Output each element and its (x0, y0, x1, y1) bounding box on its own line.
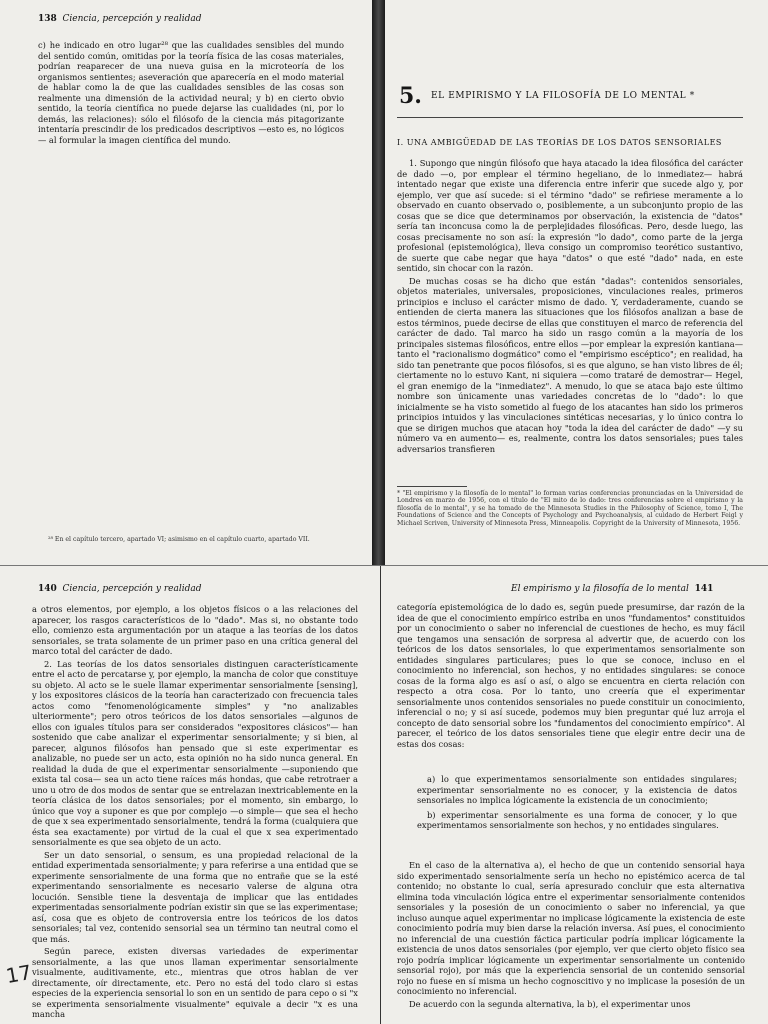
page-number: 140 (38, 584, 57, 594)
page-138 (0, 0, 372, 566)
running-head-title: El empirismo y la filosofía de lo mental (511, 584, 689, 594)
paragraph: Ser un dato sensorial, o sensum, es una propiedad relacional de la entidad experimentada sensorialmente; y para referirse a una entidad que se experimente sensorialmente de una forma que no entrañe que se la esté experimentando sensorialmente es necesario valerse de alguna otra locución. Sensible tiene la desventaja de implicar que las entidades experimentadas sensorialmente podrían existir sin que se las experimentase; así, cosa que es objeto de controversia entre los teóricos de los datos sensoriales; tal vez, contenido sensorial sea un término tan neutral como el que más. (32, 849, 359, 944)
paragraph: Según parece, existen diversas variedades de experimentar sensorialmente, a las que unos llaman experimentar sensorialmente visualmente, auditivamente, etc., mientras que otros hablan de ver directamente, oír directamente, etc. Pero no está del todo claro si estas especies de la experiencia sensorial lo son en un sentido de para cepo o si "x se experimenta sensorialmente visualmente" equivale a decir "x es una mancha (32, 946, 358, 1019)
running-head (38, 14, 202, 24)
page-141 (381, 566, 768, 1024)
running-head-title: Ciencia, percepción y realidad (62, 14, 202, 24)
running-head (511, 584, 713, 594)
body-text (397, 158, 743, 454)
alternative-b: b) experimentar sensorialmente es una forma de conocer, y lo que experimentamos sensorialmente son hechos, y no entidades singulares. (417, 809, 737, 830)
footnote: * "El empirismo y la filosofía de lo mental" lo forman varias conferencias pronunciadas en la Universidad de Londres en marzo de 1956, con el título de "El mito de lo dado: tres conferencias sobre el empirismo y la filosofía de lo mental", y se ha tomado de the Minnesota Studies in the Philosophy of Science, tomo I, The Foundations of Science and the Concepts of Psychology and Psychoanalysis, al cuidado de Herbert Feigl y Michael Scriven, University of Minnesota Press, Minneapolis. Copyright de la University of Minnesota, 1956. (397, 490, 743, 527)
binding-gutter (372, 0, 385, 566)
page-chapter-5 (385, 0, 768, 566)
footnote: ²⁸ En el capítulo tercero, apartado VI; asimismo en el capítulo cuarto, apartado VII. (48, 536, 310, 543)
section-title: I. UNA AMBIGÜEDAD DE LAS TEORÍAS DE LOS DATOS SENSORIALES (397, 138, 722, 147)
chapter-number: 5. (399, 83, 422, 109)
body-text (32, 604, 358, 1020)
paragraph: De acuerdo con la segunda alternativa, la b), el experimentar unos (409, 998, 691, 1009)
chapter-rule (397, 117, 743, 118)
running-head (38, 584, 202, 594)
footnote-rule (397, 486, 467, 487)
chapter-title: EL EMPIRISMO Y LA FILOSOFÍA DE LO MENTAL * (431, 91, 695, 101)
paragraph: 2. Las teorías de los datos sensoriales distinguen característicamente entre el acto de percatarse y, por ejemplo, la mancha de color que constituye su objeto. Al acto se le suele llamar experimentar sensorialmente [sensing], y los expositores clásicos de la teoría han caracterizado con frecuencia tales actos como "fenomenológicamente simples" y "no analizables ulteriormente"; pero otros teóricos de los datos sensoriales —algunos de ellos con iguales títulos para ser considerados "expositores clásicos"— han sostenido que cabe analizar el experimentar sensorialmente; y si bien, al parecer, algunos filósofos han pensado que si este experimentar es analizable, no puede ser un acto, esta opinión no ha sido nunca general. En realidad la duda de que el experimentar sensorialmente —suponiendo que exista tal cosa— sea un acto tiene raíces más hondas, que cabe retrotraer a uno u otro de dos modos de sentar que se entrelazan inextricablemente en la teoría clásica de los datos sensoriales; por el momento, sin embargo, lo único que voy a suponer es que por complejo —o simple— que sea el hecho de que x sea experimentado sensorialmente, tendrá la forma (cualquiera que ésta sea exactamente) por virtud de la cual el que x sea experimentado sensorialmente es que sea objeto de un acto. (32, 658, 358, 847)
page-140 (0, 566, 380, 1024)
page-number: 138 (38, 14, 57, 24)
paragraph: De muchas cosas se ha dicho que están "dadas": contenidos sensoriales, objetos materiales, universales, proposiciones, vinculaciones reales, primeros principios e incluso el carácter mismo de dado. Y, verdaderamente, cuando se entienden de cierta manera las situaciones que los filósofos analizan a base de estos términos, puede decirse de ellas que constituyen el marco de referencia del carácter de dado. Tal marco ha sido un rasgo común a la mayoría de los principales sistemas filosóficos, entre ellos —por emplear la expresión kantiana— tanto el "racionalismo dogmático" como el "empirismo escéptico"; en realidad, ha sido tan penetrante que pocos filósofos, si es que alguno, se han visto libres de él; ciertamente no lo estuvo Kant, ni siquiera —como trataré de demostrar— Hegel, el gran enemigo de la "inmediatez". A menudo, lo que se ataca bajo este último nombre son únicamente unas variedades concretas de lo "dado": lo que inicialmente se ha visto sometido al fuego de los atacantes han sido los primeros principios intuidos y las vinculaciones sintéticas necesarias, y lo único contra lo que se dirigen muchos que atacan hoy "toda la idea del carácter de dado" —y su número va en aumento— es, realmente, contra los datos sensoriales; pues tales adversarios transfieren (397, 275, 743, 454)
body-text (397, 860, 745, 1009)
running-head-title: Ciencia, percepción y realidad (62, 584, 202, 594)
alternative-a: a) lo que experimentamos sensorialmente son entidades singulares; experimentar sensorialmente no es conocer, y la existencia de datos sensoriales no implica lógicamente la existencia de un conocimiento; (417, 774, 737, 805)
paragraph: a otros elementos, por ejemplo, a los objetos físicos o a las relaciones del aparecer, los rasgos característicos de lo "dado". Mas si, no obstante todo ello, comienzo esta argumentación por un ataque a las teorías de los datos sensoriales, se trata solamente de un primer paso en una crítica general del marco total del carácter de dado. (32, 604, 358, 656)
body-text (38, 40, 344, 145)
body-text (397, 602, 745, 749)
paragraph: En el caso de la alternativa a), el hecho de que un contenido sensorial haya sido experimentado sensorialmente sería un hecho no epistémico acerca de tal contenido; no obstante lo cual, sería apresurado concluir que esta alternativa elimina toda vinculación lógica entre el experimentar sensorialmente contenidos sensoriales y la posesión de un conocimiento o saber no inferencial, ya que incluso aunque aquel experimentar no implicase lógicamente la existencia de este conocimiento podría muy bien darse la relación inversa. Así pues, el conocimiento no inferencial de una cuestión fáctica particular podría implicar lógicamente la existencia de unos datos sensoriales (por ejemplo, ver que cierto objeto físico sea rojo podría implicar lógicamente un experimentar sensorialmente un contenido sensorial rojo), por más que la experiencia sensorial de un contenido sensorial rojo no fuese en sí misma un hecho cognoscitivo y no implicase la posesión de un conocimiento no inferencial. (397, 860, 745, 996)
paragraph: categoría epistemológica de lo dado es, según puede presumirse, dar razón de la idea de que el conocimiento empírico estriba en unos "fundamentos" constituidos por un conocimiento o saber no inferencial de cuestiones de hecho, es muy fácil que tengamos una sensación de sorpresa al advertir que, de acuerdo con los teóricos de los datos sensoriales, lo que experimentamos sensorialmente son entidades singulares particulares; pues lo que se conoce, incluso en el conocimiento no inferencial, son hechos, y no entidades singulares: se conoce cosas de la forma algo es así o así, o algo se encuentra en cierta relación con respecto a otra cosa. Por lo tanto, uno creería que el experimentar sensorialmente unos contenidos sensoriales no puede constituir un conocimiento, inferencial o no; y si así sucede, podemos muy bien preguntar qué luz arroja el concepto de dato sensorial sobre los "fundamentos del conocimiento empírico". Al parecer, el teórico de los datos sensoriales tiene que elegir entre decir una de estas dos cosas: (397, 602, 745, 749)
paragraph: c) he indicado en otro lugar²⁸ que las cualidades sensibles del mundo del sentido común, omitidas por la teoría física de las cosas materiales, podrían reaparecer de una nueva guisa en la microteoría de los organismos sentientes; aseveración que aparecería en el modo material de hablar como la de que las cualidades sensibles de las cosas son realmente una dimensión de la actividad neural; y b) en cierto obvio sentido, la teoría científica no puede dejarse las cualidades (ni, por lo demás, las relaciones): sólo el filósofo de la ciencia más pitagorizante intentaría prescindir de los predicados descriptivos —esto es, no lógicos— al formular la imagen científica del mundo. (38, 40, 344, 145)
paragraph: 1. Supongo que ningún filósofo que haya atacado la idea filosófica del carácter de dado —o, por emplear el término hegeliano, de lo inmediatez— habrá intentado negar que existe una diferencia entre inferir que sucede algo y, por ejemplo, ver que así sucede: si el término "dado" se refiriese meramente a lo observado en cuanto observado o, posiblemente, a un subconjunto propio de las cosas que se dice que determinamos por observación, la existencia de "datos" sería tan inconcusa como la de perplejidades filosóficas. Pero, desde luego, las cosas precisamente no son así: la expresión "lo dado", como parte de la jerga profesional (epistemológica), lleva consigo un compromiso teorético sustantivo, de suerte que cabe negar que haya "datos" o que esté "dado" nada, en este sentido, sin chocar con la razón. (397, 158, 743, 273)
handwritten-margin-mark: 17 (4, 959, 34, 989)
page-number: 141 (694, 584, 714, 594)
alternatives-list (417, 774, 737, 835)
